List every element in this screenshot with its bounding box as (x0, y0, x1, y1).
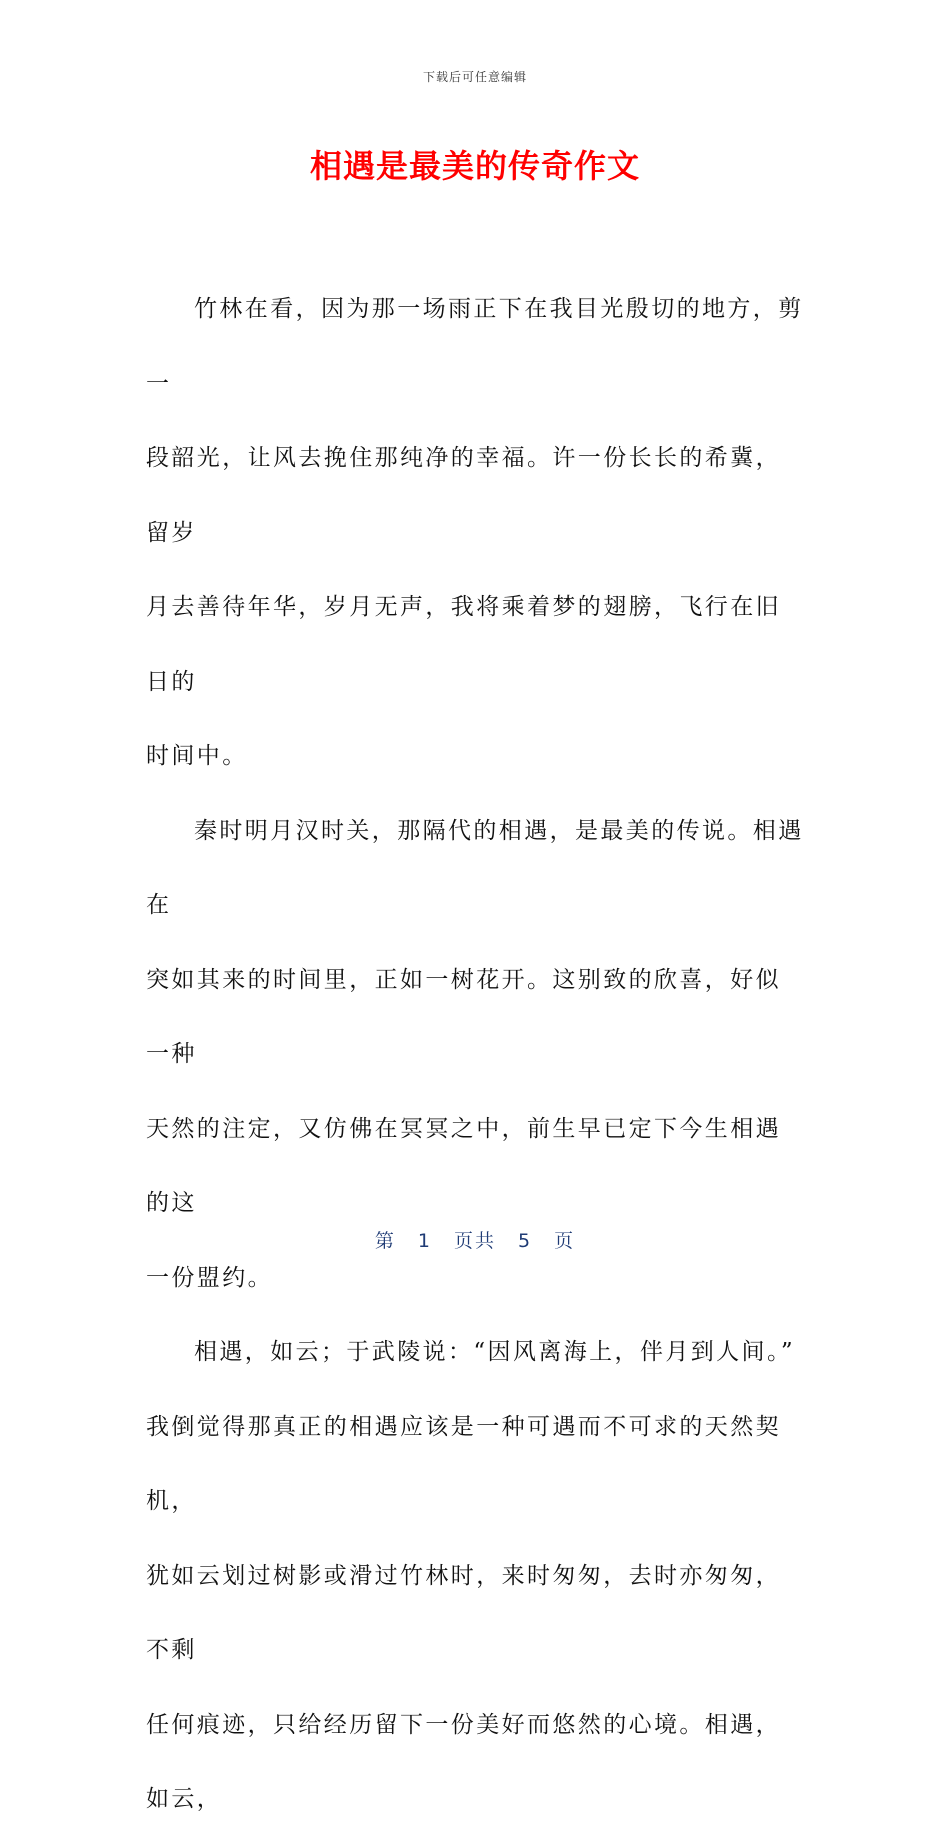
document-body (146, 272, 806, 1837)
paragraph-3: 相遇，如云；于武陵说：“因风离海上，伴月到人间。” 我倒觉得那真正的相遇应该是一种可遇而不可求的天然契机， 犹如云划过树影或滑过竹林时，来时匆匆，去时亦匆匆，不剩 任何痕迹，只给经历留下一份美好而悠然的心境。相遇，如云， (146, 1339, 796, 1812)
footer-page-prefix: 第 (374, 1230, 396, 1252)
footer-page-suffix: 页 (554, 1230, 576, 1252)
footer-page-mid: 页共 (453, 1230, 496, 1252)
footer-total-pages: 5 (518, 1230, 533, 1252)
page-footer (0, 1226, 950, 1253)
paragraph-1: 竹林在看，因为那一场雨正下在我目光殷切的地方，剪一 段韶光，让风去挽住那纯净的幸福。许一份长长的希冀，留岁 月去善待年华，岁月无声，我将乘着梦的翅膀，飞行在旧日的 时间中。 (146, 296, 804, 769)
footer-current-page: 1 (417, 1230, 432, 1252)
document-title: 相遇是最美的传奇作文 (309, 147, 640, 185)
header-note: 下载后可任意编辑 (422, 70, 527, 84)
paragraph-2: 秦时明月汉时关，那隔代的相遇，是最美的传说。相遇在 突如其来的时间里，正如一树花开。这别致的欣喜，好似一种 天然的注定，又仿佛在冥冥之中，前生早已定下今生相遇的这 一份盟约。 (146, 817, 804, 1291)
